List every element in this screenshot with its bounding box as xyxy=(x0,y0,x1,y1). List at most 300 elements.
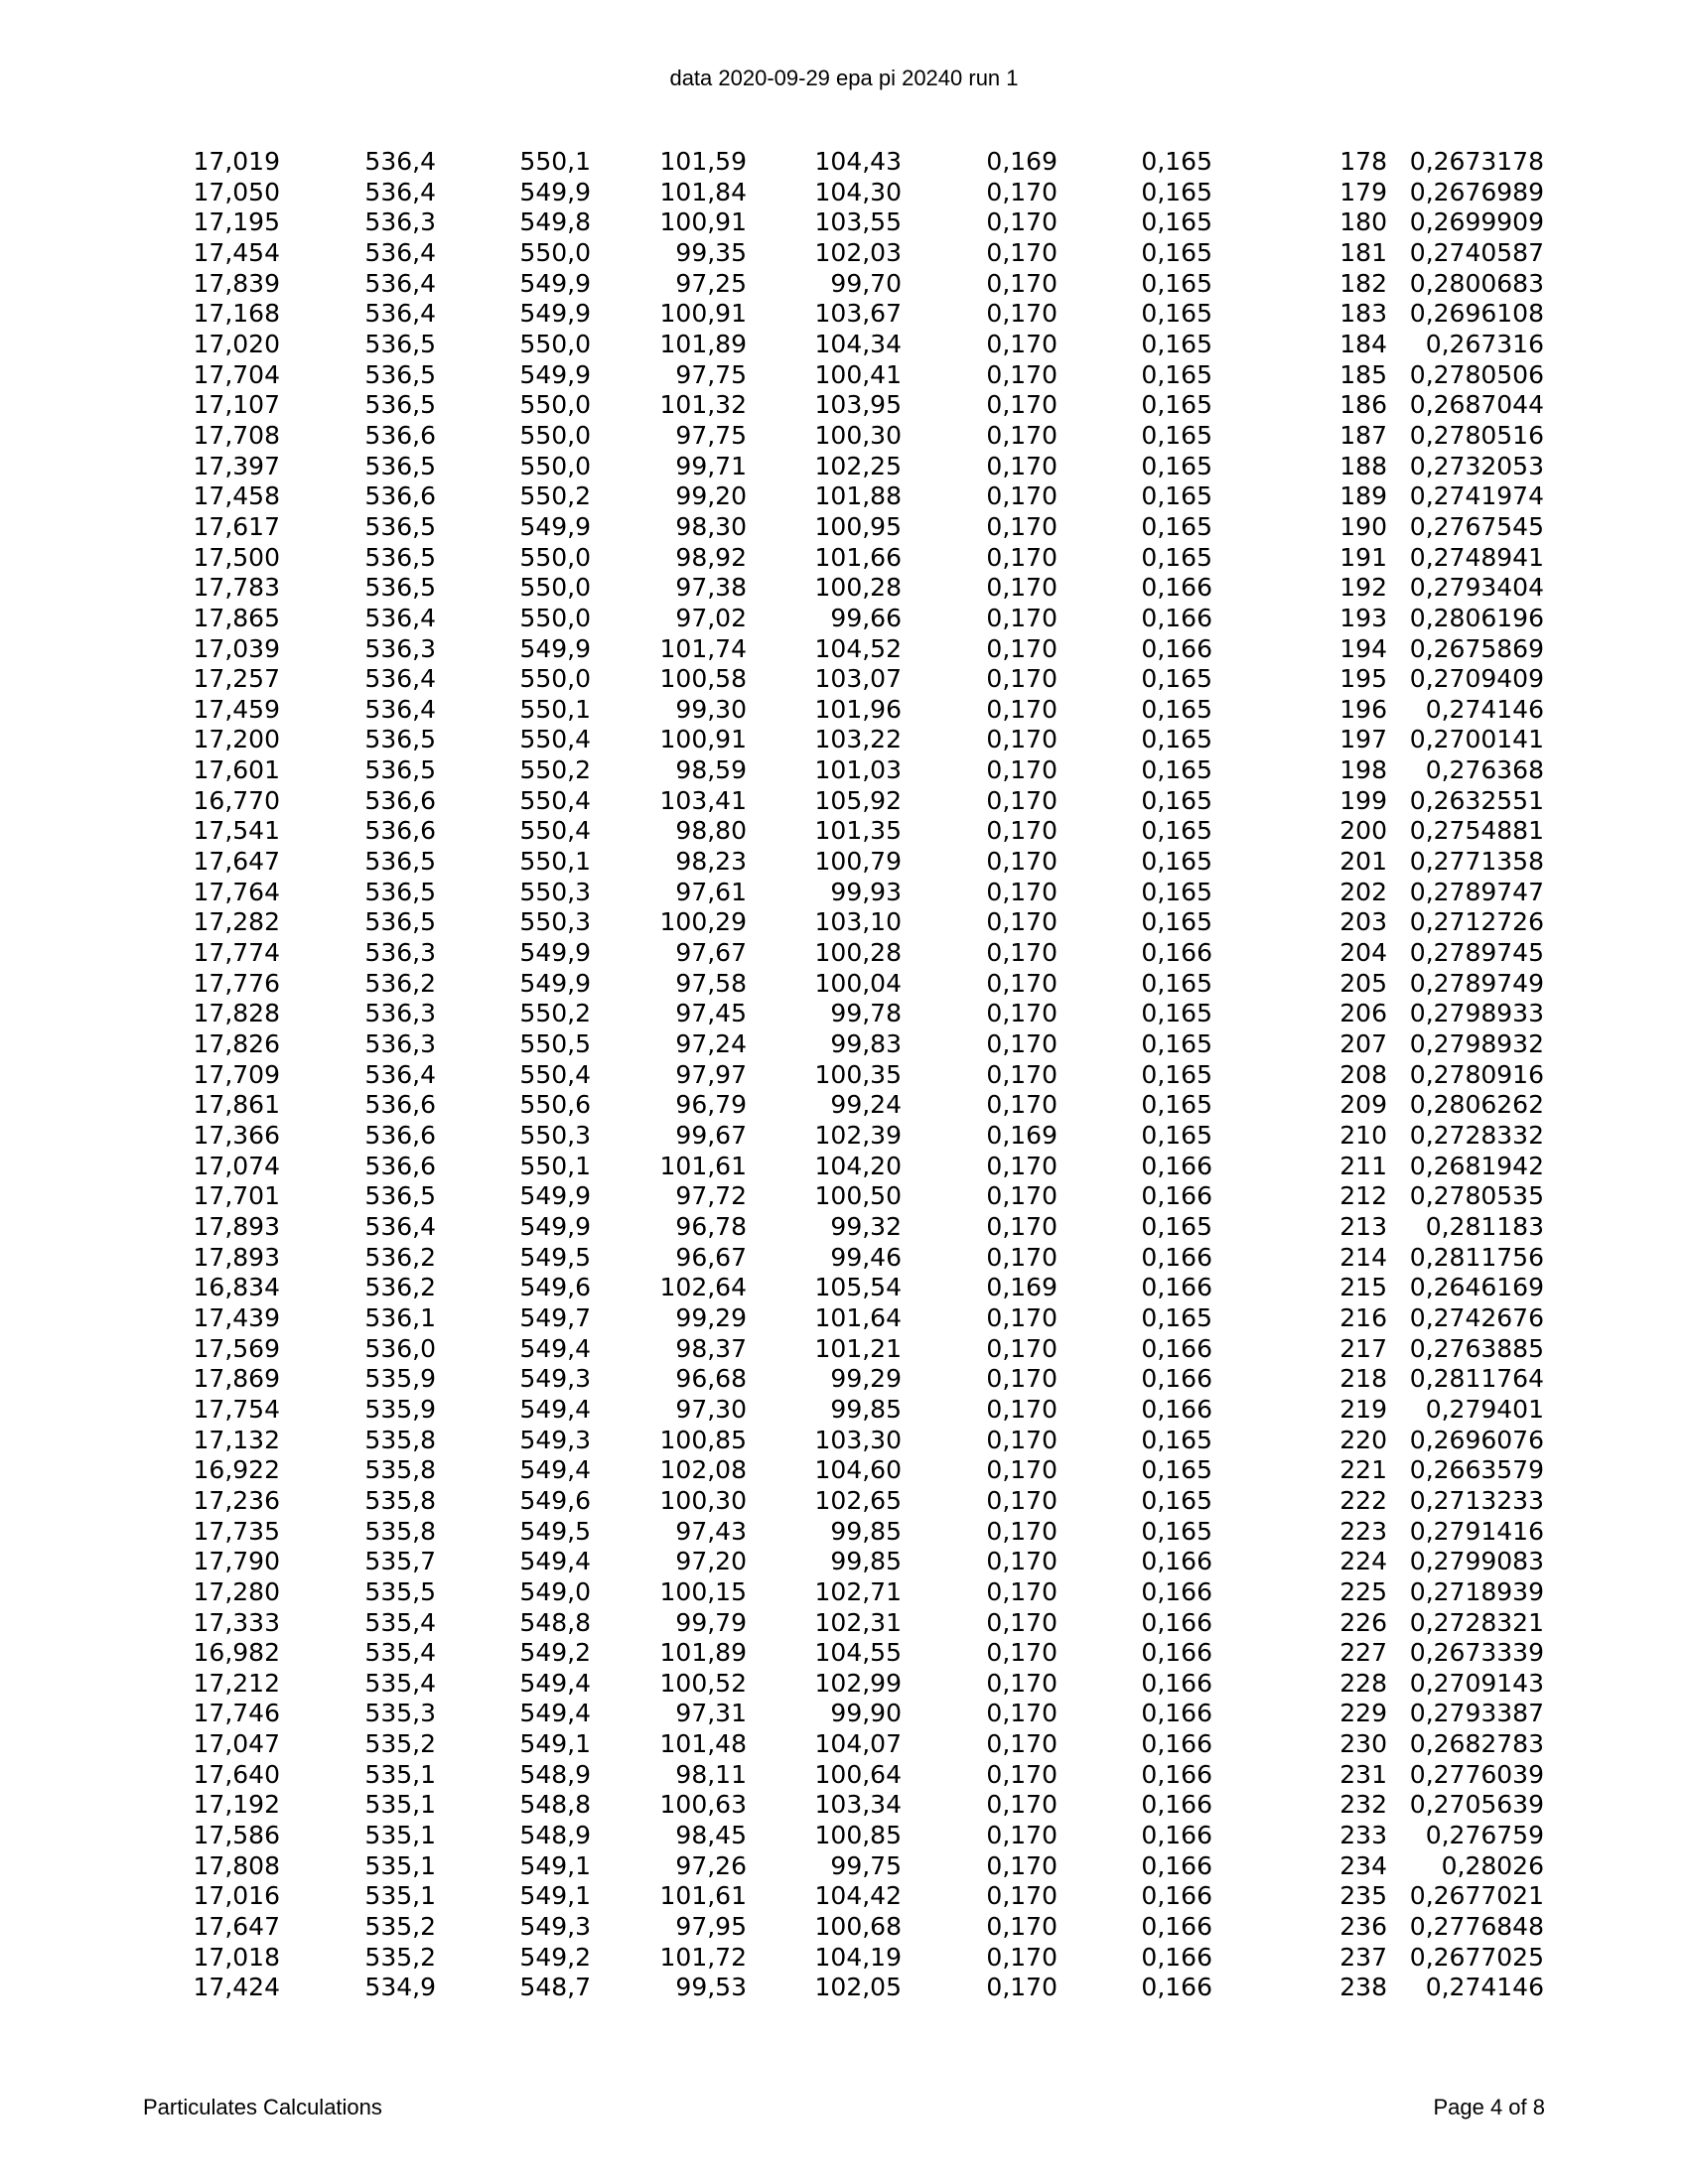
table-cell: 17,839 xyxy=(193,268,280,298)
table-cell: 0,2776039 xyxy=(1409,1759,1544,1789)
table-cell: 535,4 xyxy=(364,1638,436,1668)
table-cell: 103,10 xyxy=(814,907,902,937)
table-cell: 98,92 xyxy=(675,542,747,572)
table-cell: 102,39 xyxy=(814,1121,902,1150)
table-cell: 0,2780535 xyxy=(1409,1181,1544,1211)
table-cell: 104,34 xyxy=(814,329,902,358)
table-row xyxy=(159,1243,1544,1274)
table-row xyxy=(159,1486,1544,1517)
table-cell: 549,4 xyxy=(519,1394,591,1424)
table-cell: 100,30 xyxy=(659,1485,747,1515)
table-cell: 550,5 xyxy=(519,1029,591,1059)
table-cell: 0,170 xyxy=(986,664,1057,694)
table-cell: 550,4 xyxy=(519,725,591,754)
table-cell: 536,5 xyxy=(364,390,436,420)
table-cell: 101,66 xyxy=(814,542,902,572)
table-cell: 536,5 xyxy=(364,359,436,389)
table-cell: 98,30 xyxy=(675,511,747,541)
table-cell: 0,170 xyxy=(986,1151,1057,1180)
table-cell: 17,500 xyxy=(193,542,280,572)
table-cell: 0,166 xyxy=(1141,633,1212,663)
table-cell: 0,165 xyxy=(1141,268,1212,298)
table-cell: 101,96 xyxy=(814,694,902,724)
table-cell: 0,170 xyxy=(986,1973,1057,2002)
table-cell: 0,2811764 xyxy=(1409,1364,1544,1394)
table-cell: 100,63 xyxy=(659,1790,747,1820)
table-cell: 97,30 xyxy=(675,1394,747,1424)
table-cell: 102,05 xyxy=(814,1973,902,2002)
table-cell: 200 xyxy=(1339,816,1387,846)
table-cell: 535,5 xyxy=(364,1576,436,1606)
table-cell: 17,018 xyxy=(193,1942,280,1972)
table-cell: 234 xyxy=(1339,1850,1387,1880)
table-row xyxy=(159,1547,1544,1577)
table-cell: 17,808 xyxy=(193,1850,280,1880)
table-cell: 102,99 xyxy=(814,1668,902,1698)
table-cell: 0,165 xyxy=(1141,1211,1212,1241)
table-cell: 0,166 xyxy=(1141,1668,1212,1698)
table-cell: 536,2 xyxy=(364,1242,436,1272)
table-cell: 17,459 xyxy=(193,694,280,724)
table-cell: 549,5 xyxy=(519,1516,591,1546)
table-cell: 535,9 xyxy=(364,1394,436,1424)
table-row xyxy=(159,1395,1544,1426)
table-cell: 208 xyxy=(1339,1059,1387,1089)
table-cell: 17,826 xyxy=(193,1029,280,1059)
table-cell: 0,170 xyxy=(986,1699,1057,1728)
table-cell: 549,2 xyxy=(519,1942,591,1972)
table-cell: 0,276368 xyxy=(1425,755,1544,785)
table-cell: 191 xyxy=(1339,542,1387,572)
table-cell: 102,65 xyxy=(814,1485,902,1515)
table-cell: 0,2789747 xyxy=(1409,877,1544,906)
table-cell: 0,170 xyxy=(986,299,1057,329)
table-cell: 100,41 xyxy=(814,359,902,389)
table-cell: 535,1 xyxy=(364,1821,436,1850)
table-cell: 550,0 xyxy=(519,603,591,632)
table-row xyxy=(159,1851,1544,1882)
table-cell: 17,458 xyxy=(193,481,280,511)
table-cell: 0,2728332 xyxy=(1409,1121,1544,1150)
table-row xyxy=(159,1821,1544,1851)
table-cell: 193 xyxy=(1339,603,1387,632)
table-cell: 535,4 xyxy=(364,1668,436,1698)
table-cell: 97,25 xyxy=(675,268,747,298)
table-cell: 0,169 xyxy=(986,147,1057,176)
table-cell: 0,165 xyxy=(1141,755,1212,785)
table-row xyxy=(159,1699,1544,1729)
table-cell: 98,11 xyxy=(675,1759,747,1789)
table-cell: 536,4 xyxy=(364,694,436,724)
table-row xyxy=(159,755,1544,786)
table-cell: 17,569 xyxy=(193,1333,280,1363)
table-cell: 550,3 xyxy=(519,877,591,906)
table-cell: 0,276759 xyxy=(1425,1821,1544,1850)
table-cell: 0,2799083 xyxy=(1409,1547,1544,1576)
table-cell: 227 xyxy=(1339,1638,1387,1668)
table-cell: 219 xyxy=(1339,1394,1387,1424)
table-cell: 0,165 xyxy=(1141,1302,1212,1332)
table-row xyxy=(159,786,1544,817)
table-cell: 0,166 xyxy=(1141,1607,1212,1637)
table-cell: 16,834 xyxy=(193,1273,280,1302)
table-cell: 550,1 xyxy=(519,147,591,176)
table-cell: 99,70 xyxy=(830,268,902,298)
table-cell: 549,9 xyxy=(519,633,591,663)
table-cell: 103,30 xyxy=(814,1425,902,1454)
table-cell: 0,165 xyxy=(1141,1090,1212,1120)
table-cell: 0,165 xyxy=(1141,237,1212,267)
table-cell: 0,170 xyxy=(986,633,1057,663)
table-cell: 550,2 xyxy=(519,755,591,785)
table-cell: 99,20 xyxy=(675,481,747,511)
table-cell: 550,4 xyxy=(519,816,591,846)
table-cell: 97,61 xyxy=(675,877,747,906)
table-cell: 17,333 xyxy=(193,1607,280,1637)
table-cell: 17,709 xyxy=(193,1059,280,1089)
table-cell: 96,67 xyxy=(675,1242,747,1272)
table-cell: 17,776 xyxy=(193,968,280,998)
table-row xyxy=(159,1729,1544,1760)
table-cell: 0,166 xyxy=(1141,1151,1212,1180)
table-cell: 99,46 xyxy=(830,1242,902,1272)
table-cell: 0,165 xyxy=(1141,299,1212,329)
table-cell: 536,0 xyxy=(364,1333,436,1363)
table-cell: 211 xyxy=(1339,1151,1387,1180)
table-cell: 0,170 xyxy=(986,1059,1057,1089)
table-cell: 17,439 xyxy=(193,1302,280,1332)
table-cell: 104,07 xyxy=(814,1729,902,1759)
table-row xyxy=(159,238,1544,269)
table-cell: 0,165 xyxy=(1141,1121,1212,1150)
table-cell: 535,8 xyxy=(364,1425,436,1454)
table-cell: 17,047 xyxy=(193,1729,280,1759)
table-cell: 98,59 xyxy=(675,755,747,785)
table-cell: 101,32 xyxy=(659,390,747,420)
table-cell: 0,170 xyxy=(986,816,1057,846)
table-row xyxy=(159,999,1544,1029)
table-cell: 192 xyxy=(1339,573,1387,603)
table-cell: 0,170 xyxy=(986,1668,1057,1698)
table-cell: 232 xyxy=(1339,1790,1387,1820)
table-cell: 0,2791416 xyxy=(1409,1516,1544,1546)
table-cell: 550,0 xyxy=(519,329,591,358)
table-cell: 536,5 xyxy=(364,847,436,877)
table-cell: 0,170 xyxy=(986,1302,1057,1332)
table-cell: 99,67 xyxy=(675,1121,747,1150)
table-cell: 0,170 xyxy=(986,1790,1057,1820)
table-cell: 0,2713233 xyxy=(1409,1485,1544,1515)
table-row xyxy=(159,1181,1544,1212)
table-cell: 17,454 xyxy=(193,237,280,267)
table-cell: 181 xyxy=(1339,237,1387,267)
table-cell: 549,3 xyxy=(519,1425,591,1454)
table-row xyxy=(159,1638,1544,1669)
table-cell: 97,20 xyxy=(675,1547,747,1576)
table-cell: 99,24 xyxy=(830,1090,902,1120)
table-cell: 225 xyxy=(1339,1576,1387,1606)
table-cell: 100,15 xyxy=(659,1576,747,1606)
table-cell: 100,52 xyxy=(659,1668,747,1698)
table-cell: 101,48 xyxy=(659,1729,747,1759)
table-cell: 105,54 xyxy=(814,1273,902,1302)
table-cell: 0,166 xyxy=(1141,1821,1212,1850)
table-cell: 102,64 xyxy=(659,1273,747,1302)
table-cell: 0,170 xyxy=(986,207,1057,237)
table-cell: 0,165 xyxy=(1141,511,1212,541)
table-cell: 0,2646169 xyxy=(1409,1273,1544,1302)
table-cell: 0,169 xyxy=(986,1273,1057,1302)
table-cell: 535,9 xyxy=(364,1364,436,1394)
table-cell: 0,166 xyxy=(1141,1790,1212,1820)
table-cell: 99,29 xyxy=(830,1364,902,1394)
table-cell: 536,6 xyxy=(364,1090,436,1120)
table-cell: 0,170 xyxy=(986,451,1057,480)
table-cell: 0,170 xyxy=(986,1394,1057,1424)
table-cell: 0,170 xyxy=(986,1425,1057,1454)
table-row xyxy=(159,695,1544,726)
table-cell: 102,25 xyxy=(814,451,902,480)
table-cell: 0,165 xyxy=(1141,542,1212,572)
table-cell: 220 xyxy=(1339,1425,1387,1454)
table-cell: 100,91 xyxy=(659,299,747,329)
table-cell: 0,165 xyxy=(1141,1516,1212,1546)
table-cell: 0,2709143 xyxy=(1409,1668,1544,1698)
table-cell: 17,016 xyxy=(193,1881,280,1911)
table-cell: 0,2767545 xyxy=(1409,511,1544,541)
table-cell: 0,2632551 xyxy=(1409,785,1544,815)
data-table xyxy=(159,147,1544,2003)
table-cell: 0,170 xyxy=(986,1759,1057,1789)
table-cell: 101,35 xyxy=(814,816,902,846)
table-cell: 96,79 xyxy=(675,1090,747,1120)
table-cell: 0,170 xyxy=(986,268,1057,298)
table-row xyxy=(159,1029,1544,1060)
table-cell: 536,5 xyxy=(364,511,436,541)
table-cell: 0,170 xyxy=(986,603,1057,632)
table-cell: 0,2789745 xyxy=(1409,938,1544,968)
table-cell: 188 xyxy=(1339,451,1387,480)
table-cell: 0,2718939 xyxy=(1409,1576,1544,1606)
page-header: data 2020-09-29 epa pi 20240 run 1 xyxy=(669,66,1019,90)
table-cell: 0,166 xyxy=(1141,938,1212,968)
table-cell: 536,5 xyxy=(364,755,436,785)
table-cell: 0,170 xyxy=(986,694,1057,724)
table-cell: 97,02 xyxy=(675,603,747,632)
table-cell: 17,132 xyxy=(193,1425,280,1454)
table-cell: 0,166 xyxy=(1141,1638,1212,1668)
table-cell: 99,85 xyxy=(830,1547,902,1576)
table-cell: 17,168 xyxy=(193,299,280,329)
table-cell: 101,72 xyxy=(659,1942,747,1972)
table-cell: 100,50 xyxy=(814,1181,902,1211)
table-cell: 0,165 xyxy=(1141,877,1212,906)
table-cell: 103,95 xyxy=(814,390,902,420)
table-cell: 209 xyxy=(1339,1090,1387,1120)
table-cell: 97,58 xyxy=(675,968,747,998)
table-cell: 0,2705639 xyxy=(1409,1790,1544,1820)
table-cell: 205 xyxy=(1339,968,1387,998)
table-cell: 0,28026 xyxy=(1441,1850,1544,1880)
table-cell: 222 xyxy=(1339,1485,1387,1515)
table-row xyxy=(159,1790,1544,1821)
table-cell: 0,165 xyxy=(1141,694,1212,724)
table-cell: 535,8 xyxy=(364,1516,436,1546)
table-cell: 0,165 xyxy=(1141,847,1212,877)
table-cell: 0,170 xyxy=(986,1364,1057,1394)
table-cell: 536,6 xyxy=(364,1151,436,1180)
table-cell: 0,2763885 xyxy=(1409,1333,1544,1363)
table-cell: 536,4 xyxy=(364,664,436,694)
table-cell: 0,2682783 xyxy=(1409,1729,1544,1759)
table-cell: 0,170 xyxy=(986,511,1057,541)
table-cell: 549,9 xyxy=(519,968,591,998)
table-cell: 102,08 xyxy=(659,1455,747,1485)
table-cell: 0,279401 xyxy=(1425,1394,1544,1424)
table-cell: 0,165 xyxy=(1141,785,1212,815)
table-cell: 0,165 xyxy=(1141,359,1212,389)
table-row xyxy=(159,1669,1544,1700)
table-cell: 17,280 xyxy=(193,1576,280,1606)
table-cell: 17,257 xyxy=(193,664,280,694)
table-cell: 17,647 xyxy=(193,847,280,877)
table-cell: 196 xyxy=(1339,694,1387,724)
table-cell: 550,1 xyxy=(519,694,591,724)
table-cell: 100,35 xyxy=(814,1059,902,1089)
table-cell: 104,30 xyxy=(814,177,902,206)
table-row xyxy=(159,816,1544,847)
table-cell: 0,170 xyxy=(986,1881,1057,1911)
table-cell: 0,166 xyxy=(1141,1881,1212,1911)
table-cell: 536,5 xyxy=(364,451,436,480)
table-cell: 236 xyxy=(1339,1912,1387,1942)
table-cell: 179 xyxy=(1339,177,1387,206)
table-row xyxy=(159,1760,1544,1791)
table-cell: 549,2 xyxy=(519,1638,591,1668)
table-row xyxy=(159,664,1544,695)
table-cell: 535,2 xyxy=(364,1729,436,1759)
table-cell: 0,170 xyxy=(986,877,1057,906)
table-cell: 235 xyxy=(1339,1881,1387,1911)
table-cell: 17,586 xyxy=(193,1821,280,1850)
table-cell: 0,2728321 xyxy=(1409,1607,1544,1637)
table-row xyxy=(159,1608,1544,1639)
table-cell: 16,922 xyxy=(193,1455,280,1485)
table-cell: 17,541 xyxy=(193,816,280,846)
table-cell: 104,52 xyxy=(814,633,902,663)
table-cell: 185 xyxy=(1339,359,1387,389)
table-cell: 536,4 xyxy=(364,237,436,267)
table-cell: 0,170 xyxy=(986,785,1057,815)
table-cell: 0,166 xyxy=(1141,573,1212,603)
table-cell: 549,0 xyxy=(519,1576,591,1606)
table-cell: 17,861 xyxy=(193,1090,280,1120)
table-row xyxy=(159,178,1544,208)
table-cell: 218 xyxy=(1339,1364,1387,1394)
table-cell: 536,5 xyxy=(364,542,436,572)
table-row xyxy=(159,299,1544,330)
table-cell: 0,165 xyxy=(1141,147,1212,176)
table-cell: 549,9 xyxy=(519,359,591,389)
table-row xyxy=(159,1303,1544,1334)
table-cell: 550,1 xyxy=(519,1151,591,1180)
table-cell: 550,0 xyxy=(519,542,591,572)
table-cell: 0,2742676 xyxy=(1409,1302,1544,1332)
table-cell: 101,61 xyxy=(659,1881,747,1911)
table-cell: 0,2780916 xyxy=(1409,1059,1544,1089)
table-cell: 17,774 xyxy=(193,938,280,968)
table-cell: 549,4 xyxy=(519,1699,591,1728)
table-cell: 99,75 xyxy=(830,1850,902,1880)
table-cell: 17,236 xyxy=(193,1485,280,1515)
table-cell: 0,2748941 xyxy=(1409,542,1544,572)
table-cell: 0,267316 xyxy=(1425,329,1544,358)
table-cell: 216 xyxy=(1339,1302,1387,1332)
table-cell: 536,4 xyxy=(364,147,436,176)
table-row xyxy=(159,1912,1544,1943)
table-cell: 215 xyxy=(1339,1273,1387,1302)
table-cell: 0,165 xyxy=(1141,907,1212,937)
table-cell: 536,4 xyxy=(364,299,436,329)
table-cell: 549,9 xyxy=(519,1211,591,1241)
table-cell: 0,165 xyxy=(1141,1059,1212,1089)
table-cell: 0,165 xyxy=(1141,420,1212,450)
table-cell: 0,2793404 xyxy=(1409,573,1544,603)
table-cell: 536,5 xyxy=(364,573,436,603)
table-cell: 97,72 xyxy=(675,1181,747,1211)
table-cell: 0,2681942 xyxy=(1409,1151,1544,1180)
table-cell: 0,170 xyxy=(986,1455,1057,1485)
table-cell: 0,170 xyxy=(986,1607,1057,1637)
table-cell: 186 xyxy=(1339,390,1387,420)
table-cell: 17,764 xyxy=(193,877,280,906)
table-cell: 17,601 xyxy=(193,755,280,785)
table-cell: 101,88 xyxy=(814,481,902,511)
table-row xyxy=(159,1364,1544,1395)
table-cell: 0,165 xyxy=(1141,481,1212,511)
table-row xyxy=(159,421,1544,452)
table-row xyxy=(159,1577,1544,1608)
table-cell: 549,6 xyxy=(519,1273,591,1302)
table-row xyxy=(159,1426,1544,1456)
table-cell: 0,2806196 xyxy=(1409,603,1544,632)
table-cell: 549,4 xyxy=(519,1333,591,1363)
table-cell: 0,165 xyxy=(1141,816,1212,846)
table-cell: 17,195 xyxy=(193,207,280,237)
table-cell: 0,170 xyxy=(986,1485,1057,1515)
table-cell: 195 xyxy=(1339,664,1387,694)
table-cell: 0,170 xyxy=(986,907,1057,937)
table-cell: 0,2798932 xyxy=(1409,1029,1544,1059)
table-cell: 0,166 xyxy=(1141,1699,1212,1728)
table-cell: 0,2709409 xyxy=(1409,664,1544,694)
table-cell: 100,64 xyxy=(814,1759,902,1789)
table-cell: 0,170 xyxy=(986,481,1057,511)
table-cell: 184 xyxy=(1339,329,1387,358)
table-cell: 105,92 xyxy=(814,785,902,815)
table-cell: 189 xyxy=(1339,481,1387,511)
table-cell: 16,770 xyxy=(193,785,280,815)
table-row xyxy=(159,1273,1544,1303)
table-cell: 536,4 xyxy=(364,1059,436,1089)
table-cell: 550,2 xyxy=(519,481,591,511)
table-cell: 203 xyxy=(1339,907,1387,937)
table-cell: 549,7 xyxy=(519,1302,591,1332)
table-cell: 0,2780506 xyxy=(1409,359,1544,389)
table-cell: 535,1 xyxy=(364,1759,436,1789)
table-cell: 0,170 xyxy=(986,1912,1057,1942)
table-cell: 17,617 xyxy=(193,511,280,541)
